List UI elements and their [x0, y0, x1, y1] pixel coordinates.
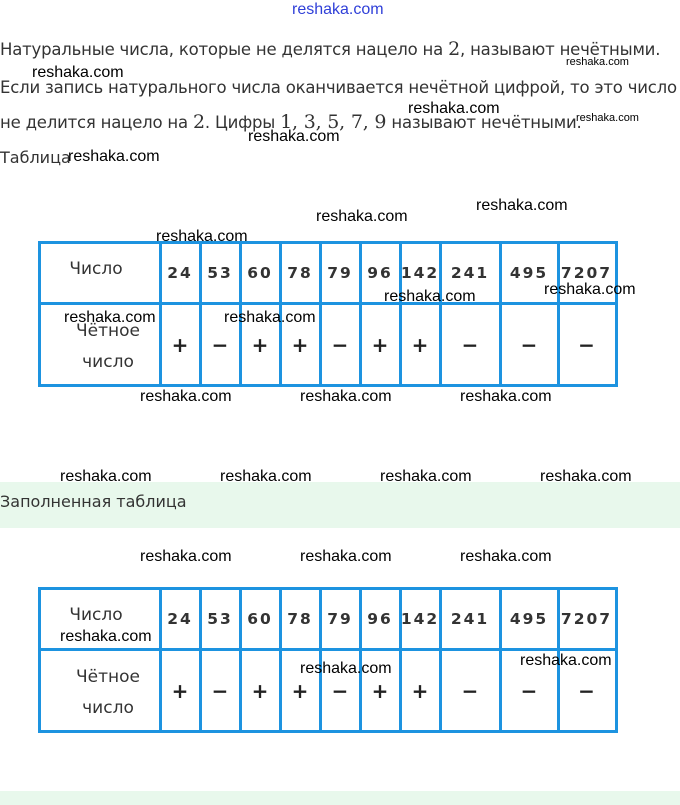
watermark: reshaka.com	[566, 56, 629, 68]
parity-sign-cell: +	[371, 332, 389, 357]
number-cell: 79	[327, 610, 353, 628]
watermark: reshaka.com	[140, 548, 232, 565]
number-cell: 142	[400, 610, 440, 628]
parity-sign-cell: −	[331, 332, 349, 357]
text-part: . Цифры	[204, 113, 281, 132]
watermark: reshaka.com	[60, 628, 152, 645]
number-cell: 7207	[560, 610, 613, 628]
watermark: reshaka.com	[220, 468, 312, 485]
bottom-band	[0, 791, 680, 805]
parity-sign-cell: +	[171, 332, 189, 357]
number-cell: 495	[509, 610, 549, 628]
watermark: reshaka.com	[460, 548, 552, 565]
watermark: reshaka.com	[316, 208, 408, 225]
number-two: 2	[448, 38, 460, 60]
row-header-even-line2: число	[82, 352, 134, 372]
table-label: Таблица	[0, 148, 71, 167]
watermark: reshaka.com	[156, 228, 248, 245]
odd-digits: 1, 3, 5, 7, 9	[280, 111, 387, 133]
parity-sign-cell: −	[331, 678, 349, 703]
parity-sign-cell: −	[211, 332, 229, 357]
number-cell: 142	[400, 264, 440, 282]
text-part: называют нечётными.	[386, 113, 582, 132]
filled-table-title: Заполненная таблица	[0, 492, 187, 511]
parity-sign-cell: +	[291, 678, 309, 703]
text-part: не делится нацело на	[0, 113, 193, 132]
parity-sign-cell: +	[251, 678, 269, 703]
parity-sign-cell: −	[211, 678, 229, 703]
watermark: reshaka.com	[544, 281, 636, 298]
watermark: reshaka.com	[576, 112, 639, 124]
parity-sign-cell: −	[461, 678, 479, 703]
parity-sign-cell: −	[520, 678, 538, 703]
parity-sign-cell: −	[520, 332, 538, 357]
number-cell: 495	[509, 264, 549, 282]
parity-sign-cell: +	[411, 332, 429, 357]
number-two: 2	[192, 111, 205, 133]
watermark: reshaka.com	[60, 468, 152, 485]
watermark: reshaka.com	[300, 548, 392, 565]
parity-sign-cell: −	[461, 332, 479, 357]
watermark: reshaka.com	[520, 652, 612, 669]
number-cell: 60	[247, 610, 273, 628]
number-cell: 96	[367, 264, 393, 282]
watermark: reshaka.com	[64, 309, 156, 326]
watermark: reshaka.com	[68, 148, 160, 165]
watermark: reshaka.com	[476, 197, 568, 214]
number-cell: 60	[247, 264, 273, 282]
text-part: Натуральные числа, которые не делятся нацело на	[0, 40, 449, 59]
number-cell: 24	[167, 264, 193, 282]
number-cell: 78	[287, 610, 313, 628]
watermark: reshaka.com	[224, 309, 316, 326]
parity-sign-cell: +	[411, 678, 429, 703]
watermark: reshaka.com	[300, 388, 392, 405]
number-cell: 53	[207, 610, 233, 628]
parity-sign-cell: −	[578, 678, 595, 703]
parity-sign-cell: +	[251, 332, 269, 357]
row-header-even	[41, 662, 175, 724]
row-header-even-line1: Чётное	[76, 667, 140, 687]
watermark: reshaka.com	[460, 388, 552, 405]
parity-sign-cell: −	[578, 332, 595, 357]
paragraph-line-1	[0, 38, 660, 60]
row-header-even-line1: Чётное	[76, 321, 140, 341]
watermark: reshaka.com	[300, 660, 392, 677]
number-cell: 78	[287, 264, 313, 282]
number-cell: 7207	[560, 264, 613, 282]
row-header-number: Число	[69, 259, 123, 279]
text-part: , называют нечётными.	[460, 40, 661, 59]
watermark: reshaka.com	[380, 468, 472, 485]
number-cell: 96	[367, 610, 393, 628]
row-header-even-line2: число	[82, 698, 134, 718]
watermark: reshaka.com	[408, 100, 500, 117]
number-cell: 241	[450, 264, 490, 282]
watermark: reshaka.com	[140, 388, 232, 405]
row-header-number: Число	[69, 605, 123, 625]
parity-sign-cell: +	[171, 678, 189, 703]
parity-sign-cell: +	[291, 332, 309, 357]
site-link[interactable]: reshaka.com	[292, 1, 384, 18]
number-cell: 79	[327, 264, 353, 282]
paragraph-line-2: Если запись натурального числа оканчивается нечётной цифрой, то это число	[0, 78, 677, 97]
watermark: reshaka.com	[32, 64, 124, 81]
number-cell: 24	[167, 610, 193, 628]
parity-sign-cell: +	[371, 678, 389, 703]
watermark: reshaka.com	[540, 468, 632, 485]
number-cell: 53	[207, 264, 233, 282]
number-cell: 241	[450, 610, 490, 628]
watermark: reshaka.com	[384, 288, 476, 305]
watermark: reshaka.com	[248, 128, 340, 145]
